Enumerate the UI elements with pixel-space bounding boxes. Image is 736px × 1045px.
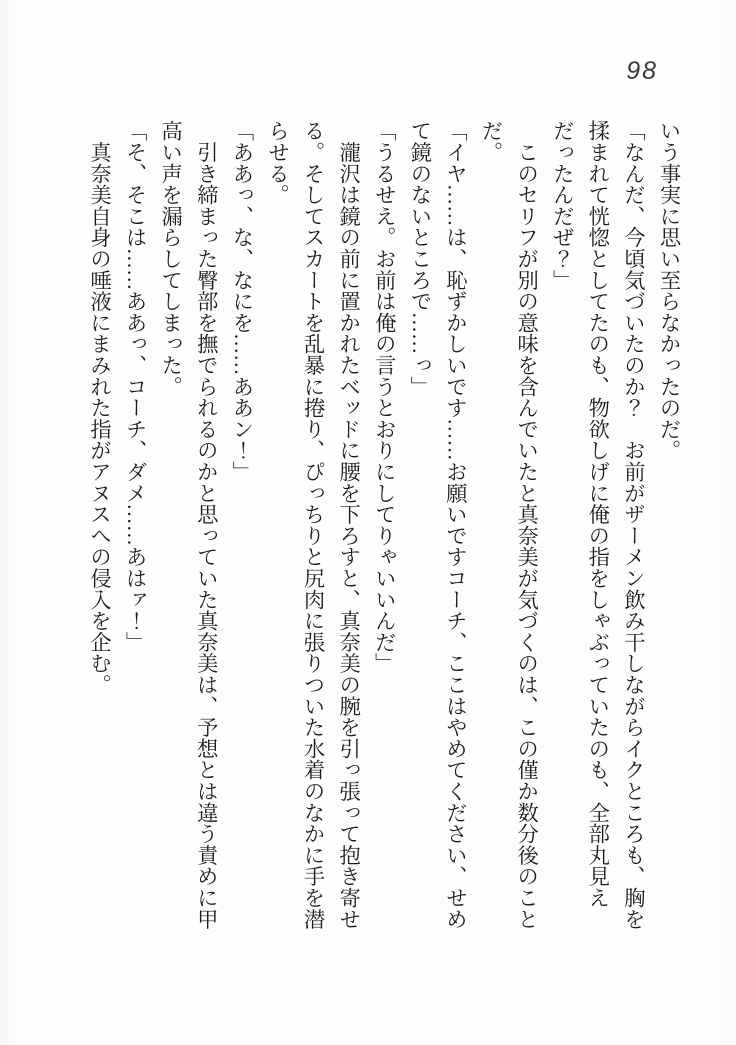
text-column: 揉まれて恍惚としてたのも、物欲しげに俺の指をしゃぶっていたのも、全部丸見え — [585, 120, 610, 909]
page-number: 98 — [626, 57, 658, 85]
text-column: 高い声を漏らしてしまった。 — [158, 120, 183, 397]
text-column: 引き締まった臀部を撫でられるのかと思っていた真奈美は、予想とは違う責めに甲 — [194, 120, 219, 930]
text-column: このセリフが別の意味を含んでいたと真奈美が気づくのは、この僅か数分後のこと — [514, 120, 539, 930]
text-column: 「イヤ……は、恥ずかしいです……お願いですコーチ、ここはやめてください、せめ — [443, 120, 468, 930]
text-column: 「うるせえ。お前は俺の言うとおりにしてりゃいいんだ」 — [372, 120, 397, 674]
text-column: 「そ、そこは……ああっ、コーチ、ダメ……あはァ！」 — [123, 120, 148, 653]
text-column: 真奈美自身の唾液にまみれた指がアヌスへの侵入を企む。 — [87, 120, 112, 696]
text-column: 「なんだ、今頃気づいたのか？ お前がザーメン飲み干しながらイクところも、胸を — [621, 120, 646, 930]
text-column: て鏡のないところで……っ」 — [407, 120, 432, 397]
page-text-area — [81, 120, 686, 934]
text-column: だ。 — [479, 120, 504, 163]
text-column: 瀧沢は鏡の前に置かれたベッドに腰を下ろすと、真奈美の腕を引っ張って抱き寄せ — [336, 120, 361, 930]
text-column: らせる。 — [265, 120, 290, 206]
text-column: 「ああっ、な、なにを……ああン！」 — [229, 120, 254, 483]
text-column: いう事実に思い至らなかったのだ。 — [657, 120, 681, 461]
text-column: だったんだぜ？」 — [550, 120, 575, 291]
text-column: る。そしてスカートを乱暴に捲り、ぴっちりと尻肉に張りついた水着のなかに手を潜 — [301, 120, 326, 930]
